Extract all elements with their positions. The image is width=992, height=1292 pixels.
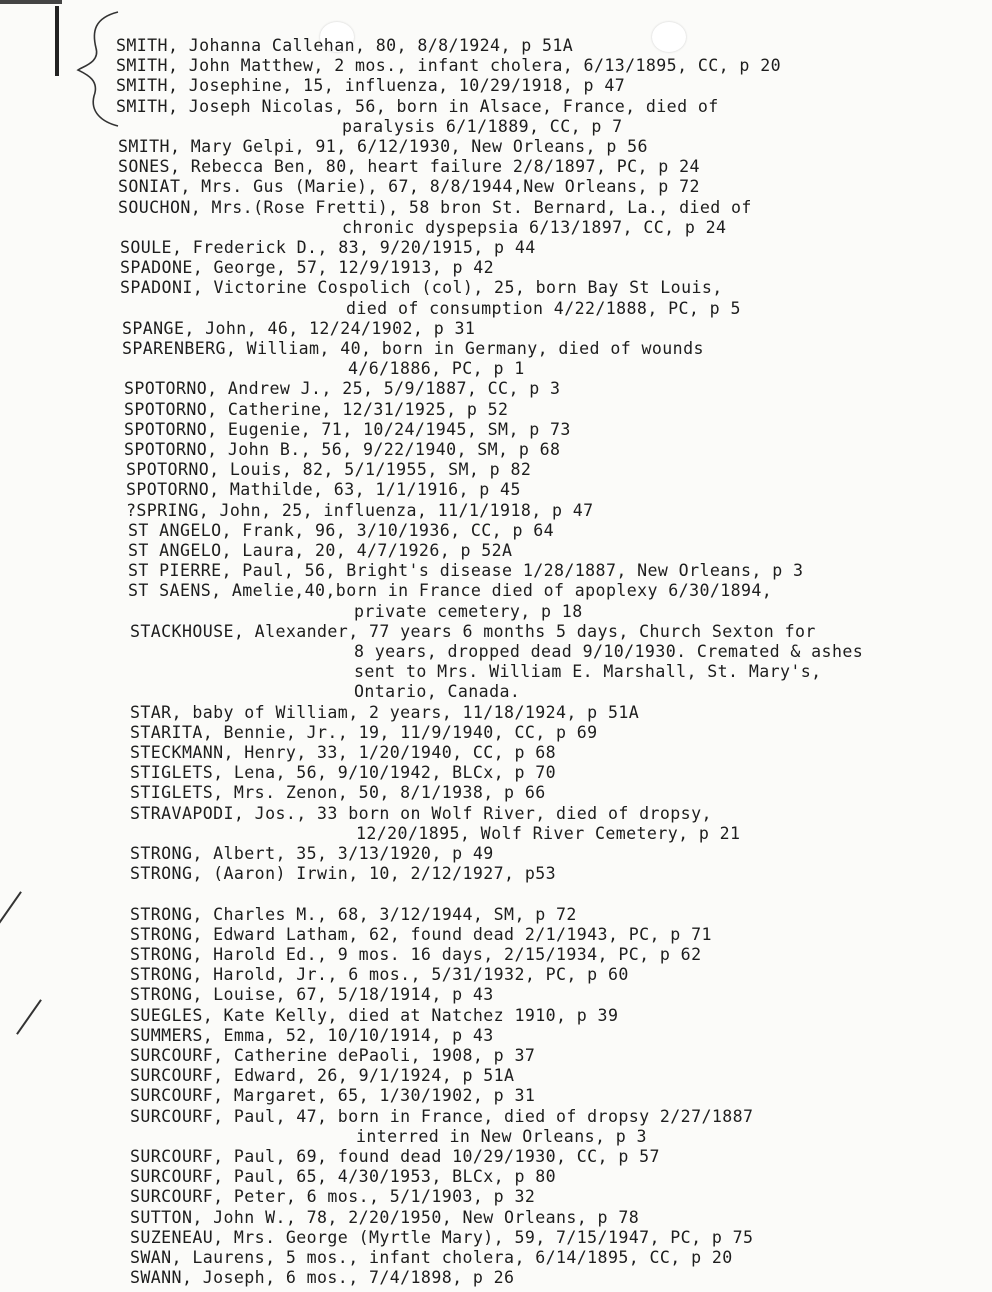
index-entry-line: SURCOURF, Margaret, 65, 1/30/1902, p 31 bbox=[130, 1086, 536, 1105]
index-entry-line: SPADONE, George, 57, 12/9/1913, p 42 bbox=[120, 258, 495, 277]
index-entry-line: STRONG, Harold, Jr., 6 mos., 5/31/1932, PC, p 60 bbox=[130, 965, 629, 984]
index-entry-line: SUTTON, John W., 78, 2/20/1950, New Orleans, p 78 bbox=[130, 1208, 640, 1227]
index-entry-line: SPANGE, John, 46, 12/24/1902, p 31 bbox=[122, 319, 476, 338]
index-entry-line: SPADONI, Victorine Cospolich (col), 25, born Bay St Louis, bbox=[120, 278, 723, 297]
index-entry-line: SUEGLES, Kate Kelly, died at Natchez 1910, p 39 bbox=[130, 1006, 619, 1025]
index-entry-line: STIGLETS, Lena, 56, 9/10/1942, BLCx, p 70 bbox=[130, 763, 557, 782]
index-entry-line: STRONG, Louise, 67, 5/18/1914, p 43 bbox=[130, 985, 494, 1004]
index-entry-line: SPARENBERG, William, 40, born in Germany, died of wounds bbox=[122, 339, 704, 358]
index-entry-line: STECKMANN, Henry, 33, 1/20/1940, CC, p 68 bbox=[130, 743, 557, 762]
index-entry-line: SOULE, Frederick D., 83, 9/20/1915, p 44 bbox=[120, 238, 536, 257]
margin-pen-mark bbox=[0, 891, 22, 927]
index-entry-line: SPOTORNO, Catherine, 12/31/1925, p 52 bbox=[124, 400, 509, 419]
index-entry-line: paralysis 6/1/1889, CC, p 7 bbox=[342, 117, 623, 136]
scan-edge-mark bbox=[0, 0, 62, 4]
index-entry-line: SPOTORNO, Eugenie, 71, 10/24/1945, SM, p 73 bbox=[124, 420, 571, 439]
index-entry-line: STACKHOUSE, Alexander, 77 years 6 months 5 days, Church Sexton for bbox=[130, 622, 816, 641]
index-entry-line: STRAVAPODI, Jos., 33 born on Wolf River, died of dropsy, bbox=[130, 804, 712, 823]
index-entry-line: SUMMERS, Emma, 52, 10/10/1914, p 43 bbox=[130, 1026, 494, 1045]
scan-edge-rule bbox=[55, 6, 59, 76]
index-entry-line: 8 years, dropped dead 9/10/1930. Cremated & ashes bbox=[354, 642, 864, 661]
index-entry-line: sent to Mrs. William E. Marshall, St. Mary's, bbox=[354, 662, 822, 681]
index-entry-line: Ontario, Canada. bbox=[354, 682, 521, 701]
index-entry-line: SURCOURF, Catherine dePaoli, 1908, p 37 bbox=[130, 1046, 536, 1065]
index-entry-line: SMITH, Joseph Nicolas, 56, born in Alsace, France, died of bbox=[116, 97, 719, 116]
index-entry-line: died of consumption 4/22/1888, PC, p 5 bbox=[346, 299, 741, 318]
index-entry-line: STARITA, Bennie, Jr., 19, 11/9/1940, CC, p 69 bbox=[130, 723, 598, 742]
index-entry-line: SPOTORNO, John B., 56, 9/22/1940, SM, p 68 bbox=[124, 440, 561, 459]
index-entry-line: SWAN, Laurens, 5 mos., infant cholera, 6/14/1895, CC, p 20 bbox=[130, 1248, 733, 1267]
index-entry-line: ST SAENS, Amelie,40,born in France died of apoplexy 6/30/1894, bbox=[128, 581, 773, 600]
index-entry-line: SMITH, John Matthew, 2 mos., infant cholera, 6/13/1895, CC, p 20 bbox=[116, 56, 781, 75]
index-entry-line: STIGLETS, Mrs. Zenon, 50, 8/1/1938, p 66 bbox=[130, 783, 546, 802]
index-entry-line: ST ANGELO, Laura, 20, 4/7/1926, p 52A bbox=[128, 541, 513, 560]
index-entry-line: SOUCHON, Mrs.(Rose Fretti), 58 bron St. Bernard, La., died of bbox=[118, 198, 752, 217]
index-entry-line: STRONG, Edward Latham, 62, found dead 2/1/1943, PC, p 71 bbox=[130, 925, 712, 944]
index-entry-line: ST ANGELO, Frank, 96, 3/10/1936, CC, p 64 bbox=[128, 521, 555, 540]
handwritten-bracket-mark bbox=[74, 8, 120, 128]
index-entry-line: SPOTORNO, Mathilde, 63, 1/1/1916, p 45 bbox=[126, 480, 521, 499]
index-entry-line: private cemetery, p 18 bbox=[354, 602, 583, 621]
index-entry-line: 12/20/1895, Wolf River Cemetery, p 21 bbox=[356, 824, 741, 843]
index-entry-line: interred in New Orleans, p 3 bbox=[356, 1127, 647, 1146]
index-entry-line: STRONG, (Aaron) Irwin, 10, 2/12/1927, p53 bbox=[130, 864, 557, 883]
index-entry-line: STRONG, Harold Ed., 9 mos. 16 days, 2/15/1934, PC, p 62 bbox=[130, 945, 702, 964]
index-entry-line: SPOTORNO, Louis, 82, 5/1/1955, SM, p 82 bbox=[126, 460, 532, 479]
index-entry-line: SMITH, Johanna Callehan, 80, 8/8/1924, p 51A bbox=[116, 36, 574, 55]
punch-hole-right bbox=[652, 22, 686, 52]
index-entry-line: SURCOURF, Peter, 6 mos., 5/1/1903, p 32 bbox=[130, 1187, 536, 1206]
index-entry-line: SMITH, Josephine, 15, influenza, 10/29/1918, p 47 bbox=[116, 76, 626, 95]
index-entry-line: SPOTORNO, Andrew J., 25, 5/9/1887, CC, p 3 bbox=[124, 379, 561, 398]
index-entry-line: SURCOURF, Paul, 69, found dead 10/29/1930, CC, p 57 bbox=[130, 1147, 660, 1166]
index-entry-line: SURCOURF, Paul, 47, born in France, died of dropsy 2/27/1887 bbox=[130, 1107, 754, 1126]
index-entry-line: 4/6/1886, PC, p 1 bbox=[348, 359, 525, 378]
index-entry-line: STRONG, Albert, 35, 3/13/1920, p 49 bbox=[130, 844, 494, 863]
margin-pen-mark bbox=[16, 999, 42, 1035]
index-entry-line: chronic dyspepsia 6/13/1897, CC, p 24 bbox=[342, 218, 727, 237]
index-entry-line: SONES, Rebecca Ben, 80, heart failure 2/8/1897, PC, p 24 bbox=[118, 157, 700, 176]
index-entry-line: SWANN, Joseph, 6 mos., 7/4/1898, p 26 bbox=[130, 1268, 515, 1287]
index-entry-line: ST PIERRE, Paul, 56, Bright's disease 1/28/1887, New Orleans, p 3 bbox=[128, 561, 804, 580]
index-entry-line: STAR, baby of William, 2 years, 11/18/1924, p 51A bbox=[130, 703, 640, 722]
index-entry-line: SONIAT, Mrs. Gus (Marie), 67, 8/8/1944,New Orleans, p 72 bbox=[118, 177, 700, 196]
index-entry-line: SURCOURF, Paul, 65, 4/30/1953, BLCx, p 80 bbox=[130, 1167, 557, 1186]
index-entry-line: ?SPRING, John, 25, influenza, 11/1/1918, p 47 bbox=[126, 501, 594, 520]
index-entry-line: SURCOURF, Edward, 26, 9/1/1924, p 51A bbox=[130, 1066, 515, 1085]
index-entry-line: SMITH, Mary Gelpi, 91, 6/12/1930, New Orleans, p 56 bbox=[118, 137, 648, 156]
index-entry-line: STRONG, Charles M., 68, 3/12/1944, SM, p 72 bbox=[130, 905, 577, 924]
index-entry-line: SUZENEAU, Mrs. George (Myrtle Mary), 59, 7/15/1947, PC, p 75 bbox=[130, 1228, 754, 1247]
